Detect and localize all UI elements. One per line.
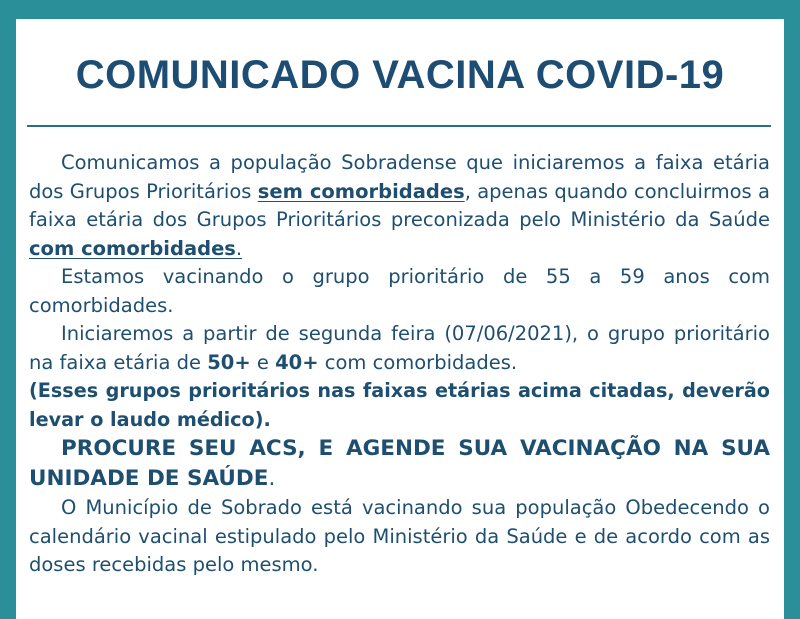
emphasis-without-comorbidities: sem comorbidades	[257, 179, 465, 203]
paragraph-call-to-action	[29, 434, 770, 494]
age-group-40: 40+	[275, 350, 319, 374]
paragraph-municipality: O Município de Sobrado está vacinando sua população Obedecendo o calendário vacinal estipulado pelo Ministério da Saúde e de acordo com as doses recebidas pelo mesmo.	[29, 496, 770, 576]
notice-body	[29, 149, 770, 580]
call-to-action-text: PROCURE SEU ACS, E AGENDE SUA VACINAÇÃO NA SUA UNIDADE DE SAÚDE	[29, 436, 770, 491]
paragraph-text: .	[268, 466, 276, 491]
paragraph-start-date	[29, 320, 770, 377]
title-divider	[27, 125, 771, 127]
paragraph-current-vaccination: Estamos vacinando o grupo prioritário de 55 a 59 anos com comorbidades.	[29, 265, 770, 317]
page-title: COMUNICADO VACINA COVID-19	[75, 53, 725, 97]
paragraph-text: e	[250, 350, 276, 374]
emphasis-with-comorbidities: com comorbidades	[29, 236, 236, 260]
paragraph-priority-groups	[29, 149, 770, 263]
paragraph-text: Comunicamos a população Sobradense que iniciaremos a faixa etária dos Grupos Prioritários	[29, 151, 770, 203]
age-group-50: 50+	[207, 350, 251, 374]
paragraph-text: .	[235, 236, 243, 260]
paragraph-text: Iniciaremos a partir de segunda feira (07/06/2021), o grupo prioritário na faixa etária de	[29, 322, 770, 374]
paragraph-text: , apenas quando concluirmos a faixa etária dos Grupos Prioritários preconizada pelo Ministério da Saúde	[29, 179, 770, 231]
notice-sheet	[16, 19, 784, 619]
paragraph-medical-report: (Esses grupos prioritários nas faixas etárias acima citadas, deverão levar o laudo médico).	[29, 379, 770, 431]
paragraph-text: com comorbidades.	[318, 350, 518, 374]
